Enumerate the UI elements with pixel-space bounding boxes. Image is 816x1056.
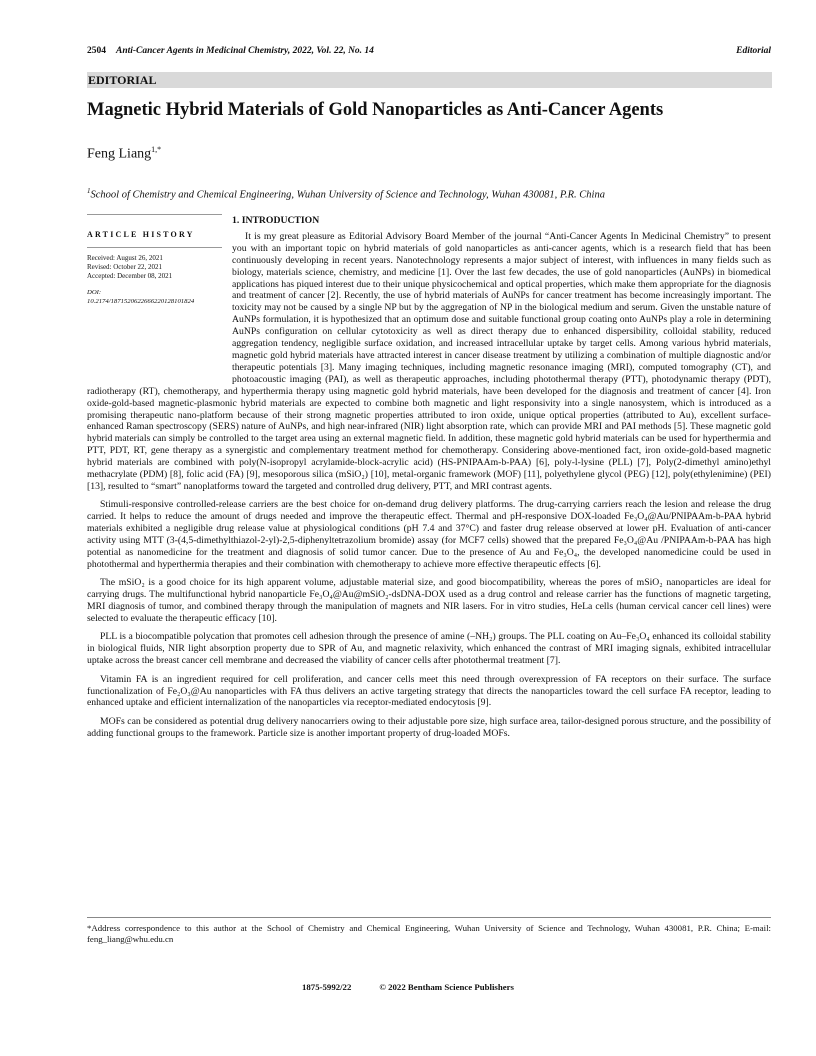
received-date: Received: August 26, 2021 (87, 253, 163, 262)
doi-link[interactable]: 10.2174/1871520622666220128101824 (87, 297, 195, 305)
affiliation-sup: 1 (87, 187, 91, 195)
article-history-heading: ARTICLE HISTORY (87, 229, 222, 248)
footnote-divider (87, 917, 771, 918)
author-sup: 1,* (151, 145, 162, 154)
page-footer (0, 982, 816, 992)
article-title: Magnetic Hybrid Materials of Gold Nanoparticles as Anti-Cancer Agents (87, 100, 664, 120)
issn: 1875-5992/22 (302, 982, 352, 992)
correspondence-footnote: *Address correspondence to this author at the School of Chemistry and Chemical Engineering, Wuhan University of Science and Technology, Wuhan 430081, P.R. China; E-mail: feng_liang@whu.edu.cn (87, 923, 771, 944)
journal-citation: Anti-Cancer Agents in Medicinal Chemistry, 2022, Vol. 22, No. 14 (116, 46, 374, 56)
running-header (87, 46, 771, 56)
paragraph: The mSiO₂ is a good choice for its high apparent volume, adjustable material size, and good biocompatibility, whereas the pores of mSiO₂ nanoparticles are ideal for carrying drugs. The multifunctional hybrid nanoparticle Fe₃O₄@Au@mSiO₂-dsDNA-DOX used as a drug control and release carrier has the functions of magnetic targeting, MRI diagnosis of tumor, and combined therapy through the manipulation of magnets and NIR lasers. For in vitro studies, HeLa cells (human cervical cancer cell lines) were selected to evaluate the therapeutic efficacy [10]. (87, 577, 771, 624)
author-name: Feng Liang (87, 146, 152, 162)
page-number: 2504 (87, 46, 106, 56)
author (87, 145, 161, 163)
article-type-band: EDITORIAL (87, 72, 772, 88)
section-label: Editorial (736, 46, 771, 56)
accepted-date: Accepted: December 08, 2021 (87, 271, 173, 280)
affiliation-text: School of Chemistry and Chemical Engineering, Wuhan University of Science and Technology, Wuhan 430081, P.R. China (90, 189, 605, 201)
article-body (87, 214, 771, 746)
copyright: © 2022 Bentham Science Publishers (379, 982, 514, 992)
article-history (87, 214, 222, 380)
doi-label: DOI: (87, 288, 102, 296)
paragraph: PLL is a biocompatible polycation that promotes cell adhesion through the presence of amine (–NH₂) groups. The PLL coating on Au–Fe₃O₄ enhanced its colloidal stability in biological fluids, NIR light absorption property due to SPR of Au, and magnetic relaxivity, which enhanced the contrast of MRI imaging signals, exhibited intracellular uptake across the breast cancer cell membrane and decreased the viability of cancer cells after photothermal treatment [7]. (87, 631, 771, 667)
paragraph: It is my great pleasure as Editorial Advisory Board Member of the journal “Anti-Cancer Agents In Medicinal Chemistry” to present you with an important topic on hybrid materials of gold nanoparticles as anti-cancer agents, which is a research field that has been continuously developing in recent years. Nanotechnology represents a major subject of interest, with influences in many fields such as biology, materials science, chemistry, and medicine [1]. Over the last few decades, the use of gold nanoparticles (AuNPs) in biomedical applications has piqued interest due to their unique physicochemical and optical properties, which make them appropriate for the diagnosis and treatment of cancer [2]. Recently, the use of hybrid materials of AuNPs for cancer treatment has become increasingly important. The toxicity may not be caused by a single NP but by the aggregation of NP in the biological medium and serum. Given the unstable nature of AuNPs formulation, it is hypothesized that an optimum dose and suitable functional group coating onto AuNPs play a role in determining AuNPs configuration on cellular cytotoxicity as well as direct therapy due to enhanced dispersibility, colloidal stability, reduced aggregation tendency, negligible surface oxidation, and increased intracellular uptake by target cells. Among various hybrid materials, magnetic gold hybrid materials have attracted interest in cancer disease treatment by utilizing a combination of multiple diagnostic and/or therapeutic potentials [3]. Many imaging techniques, including magnetic resonance imaging (MRI), computed tomography (CT), and photoacoustic imaging (PAI), as well as therapeutic approaches, including photothermal therapy (PTT), photodynamic therapy (PDT), radiotherapy (RT), chemotherapy, and hyperthermia therapy using magnetic gold hybrid materials, have been developed for the diagnosis and treatment of cancer [4]. Iron oxide-gold-based magnetic-plasmonic hybrid materials are expected to combine both magnetic and light responsivity into a single nanosystem, which is introduced as a promising therapeutic nano-platform because of their strong magnetic properties attributed to iron oxide, unique optical properties (attributed to Au), excellent surface-enhanced Raman spectroscopy (SERS) nature of AuNPs, and high near-infrared (NIR) light absorption rate, which can provide MRI and PAI methods [5]. These magnetic gold hybrid materials can simply be controlled to the target area using an external magnetic field. In addition, these magnetic gold hybrid materials can be used for hyperthermia and PTT, PDT, RT, gene therapy as a synergistic and complementary treatment method for chemotherapy. Considering above-mentioned fact, iron oxide-gold-based magnetic hybrid materials are combined with poly(N-isopropyl acrylamide-block-acrylic acid) (HS-PNIPAAm-b-PAA) [6], poly-l-lysine (PLL) [7], Poly(2-dimethyl amino)ethyl methacrylate (PDM) [8], folic acid (FA) [9], mesoporous silica (mSiO₂) [10], metal-organic framework (MOF) [11], polyethylene glycol (PEG) [12], poly(ethylenimine) (PEI) [13], resulted to “smart” nanoplatforms toward the targeted and controlled drug delivery, PTT, and MRI contrast agents. (87, 230, 771, 492)
paragraph: MOFs can be considered as potential drug delivery nanocarriers owing to their adjustable pore size, high surface area, tailor-designed porous structure, and the possibility of adding functional groups to the framework. Particle size is another important property of drug-loaded MOFs. (87, 715, 771, 739)
paragraph: Vitamin FA is an ingredient required for cell proliferation, and cancer cells meet this need through overexpression of FA receptors on their surface. The surface functionalization of Fe₂O₃@Au nanoparticles with FA thus delivers an active targeting strategy that directs the nanoparticles toward the cell surface FA receptor, leading to enhanced uptake and efficient internalization of the nanoparticles via receptor-mediated endocytosis [9]. (87, 673, 771, 709)
revised-date: Revised: October 22, 2021 (87, 262, 163, 271)
section-heading: 1. INTRODUCTION (232, 215, 320, 226)
paragraph: Stimuli-responsive controlled-release carriers are the best choice for on-demand drug delivery platforms. The drug-carrying carriers reach the lesion and release the drug carried. It helps to reduce the amount of drugs needed and improve the therapeutic effect. Thermal and pH-responsive DOX-loaded Fe₃O₄@Au/PNIPAAm-b-PAA hybrid materials exhibited a negligible drug release value at physiological conditions (pH 7.4 and 37°C) and faster drug release observed at lower pH. Evaluation of anti-cancer activity using MTT (3-(4,5-dimethylthiazol-2-yl)-2,5-diphenyltetrazolium bromide) assay (for MCF7 cells) showed that the prepared Fe₃O₄@Au /PNIPAAm-b-PAA has high potential as nanomedicine for the treatment and diagnosis of solid tumor cancer. Due to the presence of Au and Fe₃O₄, the developed nanomedicine could be used in photothermal and hyperthermia therapies and their combination with chemotherapy to achieve more effective therapeutic effects [6]. (87, 499, 771, 570)
affiliation (87, 187, 605, 201)
